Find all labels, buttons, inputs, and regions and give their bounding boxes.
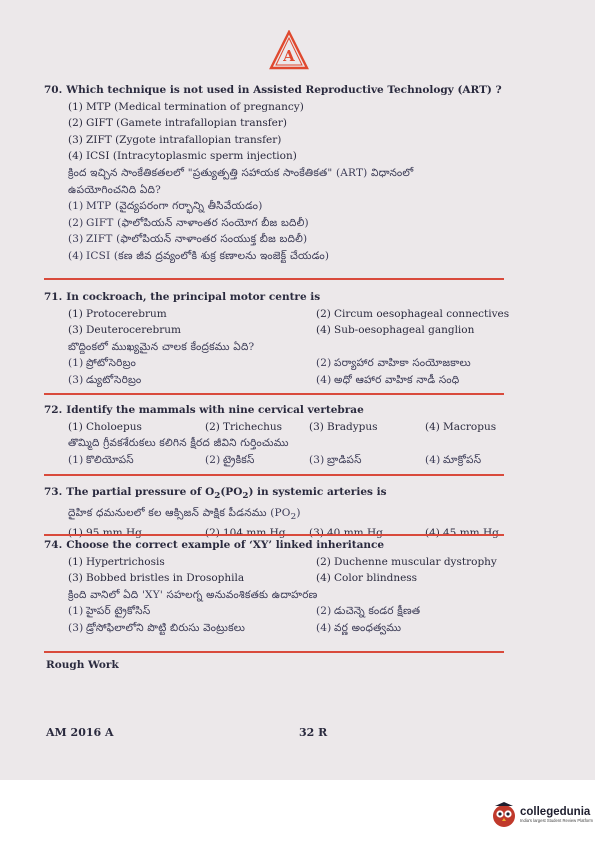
option-1: (1) Hypertrichosis <box>68 555 165 568</box>
option-4-telugu: (4) మాక్రోపస్ <box>425 453 482 466</box>
question-70-stem-telugu-cont: ఉపయోగించనిది ఏది? <box>68 183 161 196</box>
option-2-telugu: (2) పర్యాహార వాహికా సంయోజకాలు <box>316 357 471 370</box>
question-72-stem: 72. Identify the mammals with nine cervical vertebrae <box>44 404 364 416</box>
rough-work-label: Rough Work <box>46 659 119 671</box>
option-3-telugu: (3) డ్రోసోఫిలాలోని పొట్టి బిరుసు వెంట్రుకలు <box>68 621 246 634</box>
options-grid-telugu <box>44 355 504 388</box>
option-1-telugu: (1) హైపర్ ట్రైకోసిస్ <box>68 605 151 618</box>
divider <box>44 651 504 653</box>
option-3: (3) Bradypus <box>309 420 378 433</box>
brand-name: collegedunia <box>520 806 591 818</box>
option-3-telugu: (3) ZIFT (ఫాలోపియన్ నాళాంతర సంయుక్త బీజ బదిలీ) <box>68 233 308 246</box>
page-number: 32 R <box>299 726 328 739</box>
option-4-telugu: (4) వర్ణ అంధత్వము <box>316 621 402 634</box>
question-74-stem: 74. Choose the correct example of ‘XY’ linked inheritance <box>44 539 385 551</box>
options-grid <box>44 554 504 587</box>
options-grid <box>44 306 510 339</box>
option-3: (3) Deuterocerebrum <box>68 324 181 337</box>
options-grid <box>44 419 504 436</box>
option-4-telugu: (4) ICSI (కణ జీవ ద్రవ్యంలోకి శుక్ర కణాలను ఇంజెక్ట్ చేయడం) <box>68 249 330 262</box>
question-70-stem <box>44 82 504 99</box>
question-72-stem-telugu: తొమ్మిది గ్రీవకశేరుకలు కలిగిన క్షీరద జీవిని గుర్తించుము <box>68 437 289 450</box>
question-74-stem-telugu: క్రింది వానిలో ఏది 'XY' సహలగ్న అనువంశికతకు ఉదాహరణ <box>68 588 318 601</box>
question-73-stem: 73. The partial pressure of $O_2(PO_2)$ in systemic arteries is <box>44 486 387 502</box>
option-1-telugu: (1) కొలియోపస్ <box>68 453 134 466</box>
question-71-stem: 71. In cockroach, the principal motor centre is <box>44 291 321 303</box>
brand-logo <box>491 802 593 828</box>
option-3-telugu: (3) బ్రాడిపస్ <box>309 453 362 466</box>
option-1: (1) Choloepus <box>68 420 142 433</box>
booklet-code: AM 2016 A <box>46 726 114 739</box>
brand-tagline: India's largest Student Review Platform <box>520 818 593 823</box>
question-71-stem-telugu: బొద్దింకలో ముఖ్యమైన చాలక కేంద్రకము ఏది? <box>68 340 255 353</box>
option-1-telugu: (1) MTP (వైద్యపరంగా గర్భాన్ని తీసివేయడం) <box>68 200 263 213</box>
question-74 <box>44 537 504 637</box>
option-1: (1) MTP (Medical termination of pregnancy) <box>68 100 304 113</box>
question-number: 70. <box>44 84 63 96</box>
options-grid-telugu <box>44 603 504 636</box>
divider <box>44 393 504 395</box>
question-72 <box>44 402 504 468</box>
option-3-telugu: (3) డ్యుటోసెరిబ్రం <box>68 373 142 386</box>
option-2: (2) Circum oesophageal connectives <box>316 307 510 320</box>
option-1-telugu: (1) ప్రోటోసెరిబ్రం <box>68 357 137 370</box>
series-letter: A <box>283 47 295 65</box>
question-70 <box>44 82 504 265</box>
option-4: (4) Sub-oesophageal ganglion <box>316 324 475 337</box>
brand-owl-icon <box>491 802 517 828</box>
option-2-telugu: (2) GIFT (ఫాలోపియన్ నాళాంతర సంయోగ బీజ బదిలీ) <box>68 216 309 229</box>
option-2-telugu: (2) ట్రైకికస్ <box>205 453 255 466</box>
option-2: (2) Trichechus <box>205 420 283 433</box>
option-4: (4) ICSI (Intracytoplasmic sperm injection) <box>68 150 297 163</box>
options-grid-telugu <box>44 452 504 469</box>
option-2: (2) Duchenne muscular dystrophy <box>316 555 497 568</box>
question-text: Which technique is not used in Assisted Reproductive Technology (ART) ? <box>66 84 502 96</box>
option-3: (3) Bobbed bristles in Drosophila <box>68 572 245 585</box>
option-2-telugu: (2) డుచెన్నె కండర క్షీణత <box>316 605 421 618</box>
divider <box>44 278 504 280</box>
divider <box>44 474 504 476</box>
series-triangle-logo <box>269 30 309 70</box>
option-3: (3) ZIFT (Zygote intrafallopian transfer) <box>68 133 282 146</box>
divider <box>44 534 504 536</box>
option-4-telugu: (4) అధో ఆహార వాహిక నాడీ సంధి <box>316 373 460 386</box>
option-4: (4) Color blindness <box>316 572 418 585</box>
option-2: (2) GIFT (Gamete intrafallopian transfer) <box>68 117 287 130</box>
question-71 <box>44 289 510 389</box>
question-73-stem-telugu: దైహిక ధమనులలో కల ఆక్సిజన్ పాక్షిక పీడనము $(PO_2)$ <box>68 506 301 522</box>
option-4: (4) Macropus <box>425 420 497 433</box>
question-70-stem-telugu: క్రింద ఇచ్చిన సాంకేతికతలలో "ప్రత్యుత్పత్తి సహాయక సాంకేతికత" (ART) విధానంలో <box>68 166 414 179</box>
option-1: (1) Protocerebrum <box>68 307 167 320</box>
